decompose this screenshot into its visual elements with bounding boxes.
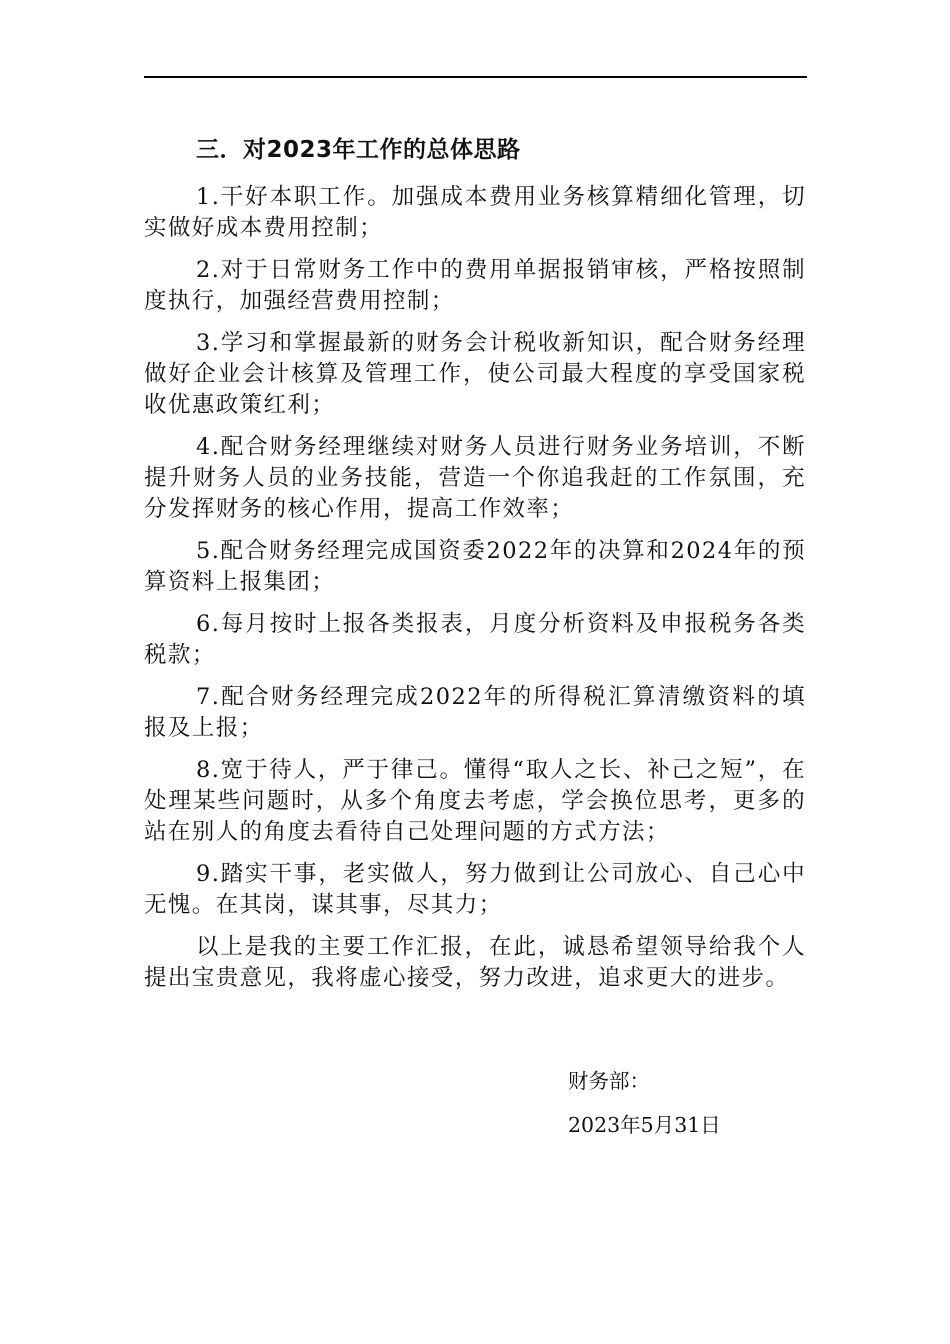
signature-block [568, 1066, 721, 1140]
paragraph-item-5: 5.配合财务经理完成国资委2022年的决算和2024年的预算资料上报集团； [144, 538, 806, 595]
paragraph-item-2: 2.对于日常财务工作中的费用单据报销审核，严格按照制度执行，加强经营费用控制； [144, 257, 806, 314]
paragraph-item-6: 6.每月按时上报各类报表，月度分析资料及申报税务各类税款； [144, 611, 806, 668]
paragraph-item-3: 3.学习和掌握最新的财务会计税收新知识，配合财务经理做好企业会计核算及管理工作，使公司最大程度的享受国家税收优惠政策红利； [144, 330, 806, 418]
body-text [144, 182, 806, 1005]
paragraph-item-1: 1.干好本职工作。加强成本费用业务核算精细化管理，切实做好成本费用控制； [144, 184, 806, 241]
paragraph-item-9: 9.踏实干事，老实做人，努力做到让公司放心、自己心中无愧。在其岗，谋其事，尽其力； [144, 861, 806, 918]
paragraph-item-8: 8.宽于待人，严于律己。懂得“取人之长、补己之短”，在处理某些问题时，从多个角度去考虑，学会换位思考，更多的站在别人的角度去看待自己处理问题的方式方法； [144, 757, 806, 845]
header-rule [144, 76, 807, 78]
closing-paragraph: 以上是我的主要工作汇报，在此，诚恳希望领导给我个人提出宝贵意见，我将虚心接受，努力改进，追求更大的进步。 [144, 934, 806, 991]
paragraph-item-7: 7.配合财务经理完成2022年的所得税汇算清缴资料的填报及上报； [144, 684, 806, 741]
section-heading: 三．对2023年工作的总体思路 [196, 137, 521, 163]
paragraph-item-4: 4.配合财务经理继续对财务人员进行财务业务培训，不断提升财务人员的业务技能，营造一个你追我赶的工作氛围，充分发挥财务的核心作用，提高工作效率； [144, 434, 806, 522]
signature-department: 财务部： [568, 1069, 650, 1093]
signature-date: 2023年5月31日 [568, 1113, 721, 1137]
